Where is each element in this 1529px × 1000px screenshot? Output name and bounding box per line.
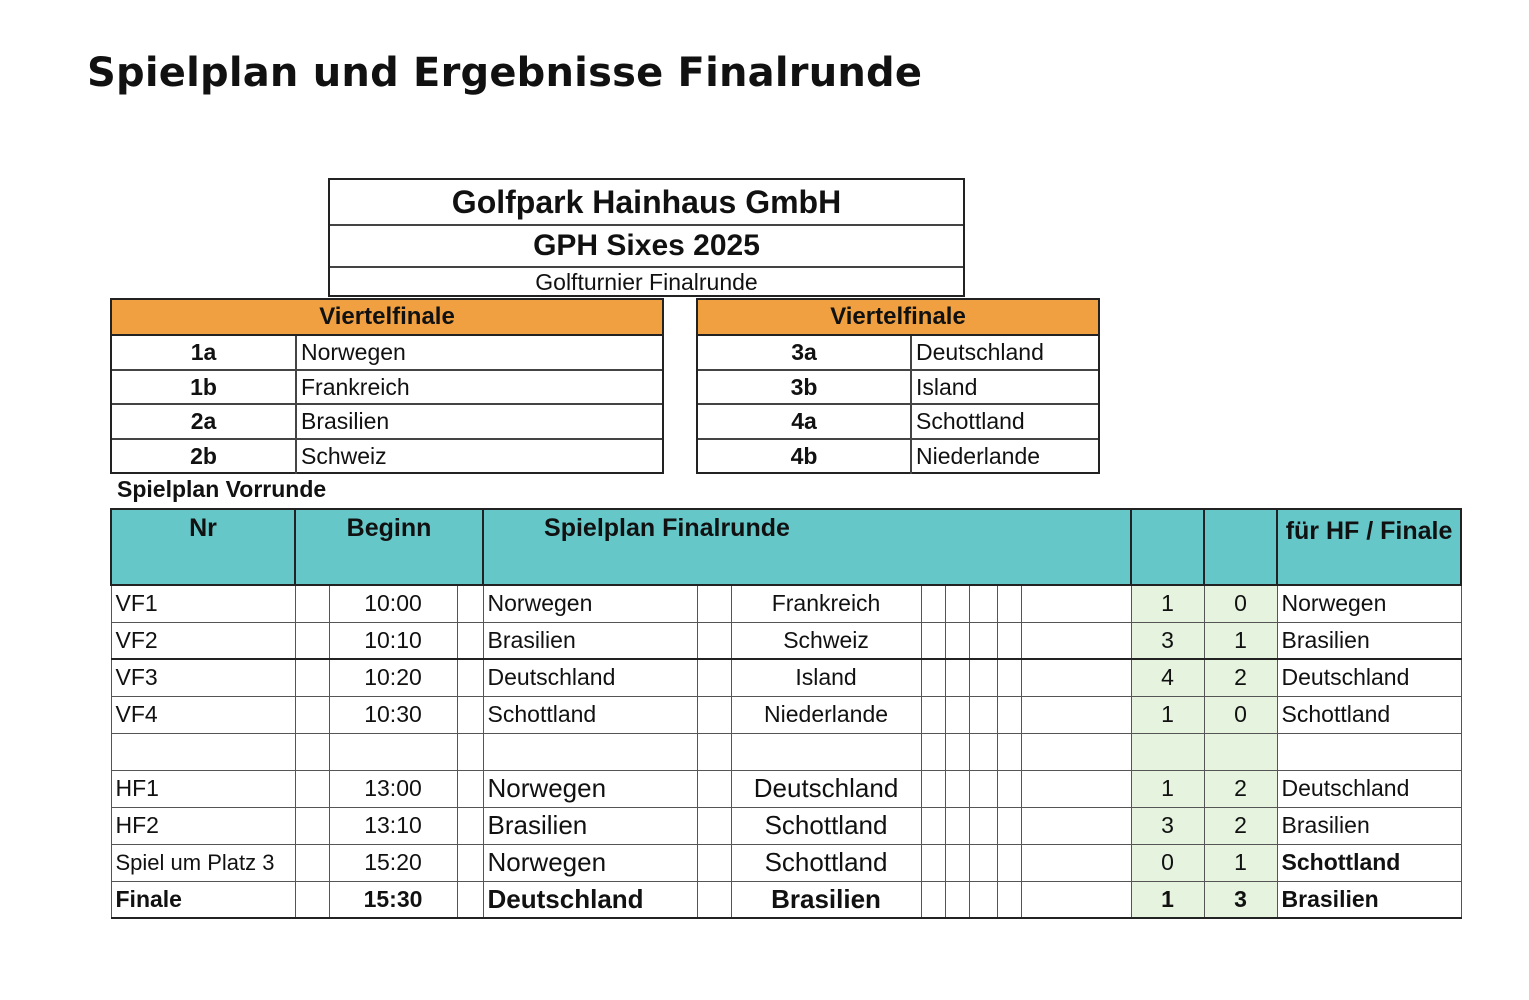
match-time: 10:10 <box>329 622 457 659</box>
score-home: 3 <box>1131 622 1204 659</box>
seed-team: Schottland <box>916 408 1025 434</box>
spacer-cell <box>697 807 731 844</box>
match-nr: VF1 <box>111 585 295 622</box>
score-home: 4 <box>1131 659 1204 696</box>
seed-team: Island <box>916 373 978 400</box>
score-away: 1 <box>1204 844 1277 881</box>
spacer-cell <box>457 881 483 918</box>
tournament-header <box>328 178 965 297</box>
spacer-cell <box>945 659 969 696</box>
match-nr: VF4 <box>111 696 295 733</box>
home-team: Schottland <box>483 696 697 733</box>
home-team <box>483 733 697 770</box>
winner-team: Norwegen <box>1277 585 1461 622</box>
winner-team: Brasilien <box>1277 807 1461 844</box>
match-nr: Spiel um Platz 3 <box>111 844 295 881</box>
spacer-cell <box>921 881 945 918</box>
away-team: Frankreich <box>731 585 921 622</box>
score-away: 2 <box>1204 770 1277 807</box>
spacer-cell <box>997 585 1021 622</box>
spacer-cell <box>295 659 329 696</box>
score-away <box>1204 733 1277 770</box>
match-time: 15:30 <box>329 881 457 918</box>
away-team <box>731 733 921 770</box>
spacer-cell <box>295 881 329 918</box>
spacer-cell <box>997 622 1021 659</box>
spacer-cell <box>295 733 329 770</box>
spacer-cell <box>457 585 483 622</box>
away-team: Schottland <box>731 844 921 881</box>
spacer-cell <box>945 770 969 807</box>
score-away: 2 <box>1204 659 1277 696</box>
header-blank <box>1204 509 1277 585</box>
score-away: 2 <box>1204 807 1277 844</box>
spacer-cell <box>697 585 731 622</box>
schedule-header-row <box>111 509 1461 585</box>
spacer-cell <box>921 585 945 622</box>
match-time: 10:30 <box>329 696 457 733</box>
spacer-cell <box>457 844 483 881</box>
spacer-cell <box>969 659 997 696</box>
home-team: Deutschland <box>483 659 697 696</box>
match-nr: HF1 <box>111 770 295 807</box>
spacer-cell <box>921 770 945 807</box>
spacer-cell <box>921 733 945 770</box>
event-subtitle: Golfturnier Finalrunde <box>535 269 758 295</box>
spacer-cell <box>921 844 945 881</box>
table-row <box>111 807 1461 844</box>
match-nr: Finale <box>111 881 295 918</box>
spacer-cell <box>1021 844 1131 881</box>
score-home: 1 <box>1131 585 1204 622</box>
seed-label: 1a <box>112 336 297 369</box>
spacer-cell <box>295 807 329 844</box>
quarterfinal-group-right <box>696 298 1100 474</box>
header-beginn: Beginn <box>295 509 483 585</box>
spacer-cell <box>697 659 731 696</box>
spacer-cell <box>997 659 1021 696</box>
winner-team: Deutschland <box>1277 659 1461 696</box>
seed-label: 3a <box>698 336 912 369</box>
spacer-cell <box>295 585 329 622</box>
spacer-cell <box>1021 881 1131 918</box>
match-nr: VF3 <box>111 659 295 696</box>
winner-team: Schottland <box>1277 844 1461 881</box>
seed-row <box>112 336 662 371</box>
spacer-cell <box>969 881 997 918</box>
score-away: 0 <box>1204 585 1277 622</box>
spacer-cell <box>697 770 731 807</box>
spacer-cell <box>1021 807 1131 844</box>
header-nr: Nr <box>111 509 295 585</box>
seed-team: Frankreich <box>301 373 410 400</box>
spacer-cell <box>295 696 329 733</box>
match-time: 15:20 <box>329 844 457 881</box>
page-title: Spielplan und Ergebnisse Finalrunde <box>87 50 923 96</box>
schedule-table <box>110 508 1462 919</box>
spacer-cell <box>997 770 1021 807</box>
home-team: Norwegen <box>483 770 697 807</box>
seed-team: Deutschland <box>916 339 1044 365</box>
away-team: Niederlande <box>731 696 921 733</box>
table-row <box>111 659 1461 696</box>
spacer-cell <box>457 770 483 807</box>
spacer-cell <box>921 659 945 696</box>
match-nr: HF2 <box>111 807 295 844</box>
home-team: Norwegen <box>483 585 697 622</box>
score-home: 1 <box>1131 770 1204 807</box>
spacer-cell <box>697 696 731 733</box>
spacer-cell <box>1021 696 1131 733</box>
spacer-cell <box>997 844 1021 881</box>
seed-label: 2a <box>112 405 297 438</box>
spacer-cell <box>921 696 945 733</box>
spacer-cell <box>1021 733 1131 770</box>
spacer-cell <box>697 881 731 918</box>
match-time: 10:20 <box>329 659 457 696</box>
spacer-cell <box>921 622 945 659</box>
seed-team: Schweiz <box>301 442 387 469</box>
away-team: Schweiz <box>731 622 921 659</box>
spacer-cell <box>921 807 945 844</box>
winner-team: Deutschland <box>1277 770 1461 807</box>
spacer-cell <box>945 807 969 844</box>
spacer-cell <box>969 770 997 807</box>
spacer-cell <box>969 807 997 844</box>
spacer-cell <box>1021 659 1131 696</box>
quarterfinal-group-left <box>110 298 664 474</box>
seed-team: Norwegen <box>301 339 406 365</box>
seed-row <box>698 371 1098 406</box>
winner-team: Brasilien <box>1277 881 1461 918</box>
home-team: Brasilien <box>483 807 697 844</box>
spacer-cell <box>945 622 969 659</box>
seed-row <box>698 440 1098 475</box>
spacer-cell <box>997 881 1021 918</box>
spacer-cell <box>1021 585 1131 622</box>
spacer-cell <box>997 696 1021 733</box>
seed-team: Brasilien <box>301 408 390 434</box>
match-time: 10:00 <box>329 585 457 622</box>
score-home <box>1131 733 1204 770</box>
seed-row <box>112 371 662 406</box>
spacer-cell <box>295 622 329 659</box>
winner-team: Brasilien <box>1277 622 1461 659</box>
table-row <box>111 585 1461 622</box>
match-nr: VF2 <box>111 622 295 659</box>
spacer-cell <box>997 733 1021 770</box>
away-team: Island <box>731 659 921 696</box>
seed-team: Niederlande <box>916 442 1041 469</box>
winner-team <box>1277 733 1461 770</box>
seed-row <box>698 405 1098 440</box>
quarterfinal-title: Viertelfinale <box>698 300 1098 336</box>
spacer-cell <box>969 733 997 770</box>
spacer-cell <box>697 733 731 770</box>
table-row <box>111 733 1461 770</box>
seed-label: 4a <box>698 405 912 438</box>
spacer-cell <box>945 844 969 881</box>
score-away: 0 <box>1204 696 1277 733</box>
spacer-cell <box>945 881 969 918</box>
match-time: 13:00 <box>329 770 457 807</box>
match-time: 13:10 <box>329 807 457 844</box>
spacer-cell <box>945 733 969 770</box>
spacer-cell <box>969 844 997 881</box>
table-row <box>111 696 1461 733</box>
spacer-cell <box>969 585 997 622</box>
home-team: Norwegen <box>483 844 697 881</box>
quarterfinal-title: Viertelfinale <box>112 300 662 336</box>
spacer-cell <box>457 807 483 844</box>
spacer-cell <box>457 733 483 770</box>
winner-team: Schottland <box>1277 696 1461 733</box>
header-spielplan: Spielplan Finalrunde <box>483 509 1131 585</box>
spacer-cell <box>697 844 731 881</box>
event-name: GPH Sixes 2025 <box>330 226 963 268</box>
score-away: 1 <box>1204 622 1277 659</box>
away-team: Brasilien <box>731 881 921 918</box>
spacer-cell <box>945 696 969 733</box>
vorrunde-label: Spielplan Vorrunde <box>117 476 327 502</box>
seed-row <box>112 405 662 440</box>
seed-label: 1b <box>112 371 297 404</box>
spacer-cell <box>997 807 1021 844</box>
score-home: 3 <box>1131 807 1204 844</box>
away-team: Schottland <box>731 807 921 844</box>
table-row <box>111 622 1461 659</box>
seed-row <box>112 440 662 475</box>
match-time <box>329 733 457 770</box>
spacer-cell <box>969 696 997 733</box>
home-team: Brasilien <box>483 622 697 659</box>
table-row <box>111 844 1461 881</box>
spacer-cell <box>457 696 483 733</box>
score-home: 0 <box>1131 844 1204 881</box>
score-home: 1 <box>1131 881 1204 918</box>
home-team: Deutschland <box>483 881 697 918</box>
spacer-cell <box>457 659 483 696</box>
away-team: Deutschland <box>731 770 921 807</box>
seed-label: 4b <box>698 440 912 475</box>
spacer-cell <box>1021 622 1131 659</box>
seed-row <box>698 336 1098 371</box>
score-home: 1 <box>1131 696 1204 733</box>
header-winner: für HF / Finale <box>1277 509 1461 585</box>
table-row <box>111 881 1461 918</box>
table-row <box>111 770 1461 807</box>
seed-label: 2b <box>112 440 297 475</box>
header-blank <box>1131 509 1204 585</box>
match-nr <box>111 733 295 770</box>
company-name: Golfpark Hainhaus GmbH <box>330 180 963 226</box>
spacer-cell <box>457 622 483 659</box>
seed-label: 3b <box>698 371 912 404</box>
spacer-cell <box>295 844 329 881</box>
score-away: 3 <box>1204 881 1277 918</box>
spacer-cell <box>697 622 731 659</box>
spacer-cell <box>945 585 969 622</box>
spacer-cell <box>969 622 997 659</box>
spacer-cell <box>1021 770 1131 807</box>
spacer-cell <box>295 770 329 807</box>
